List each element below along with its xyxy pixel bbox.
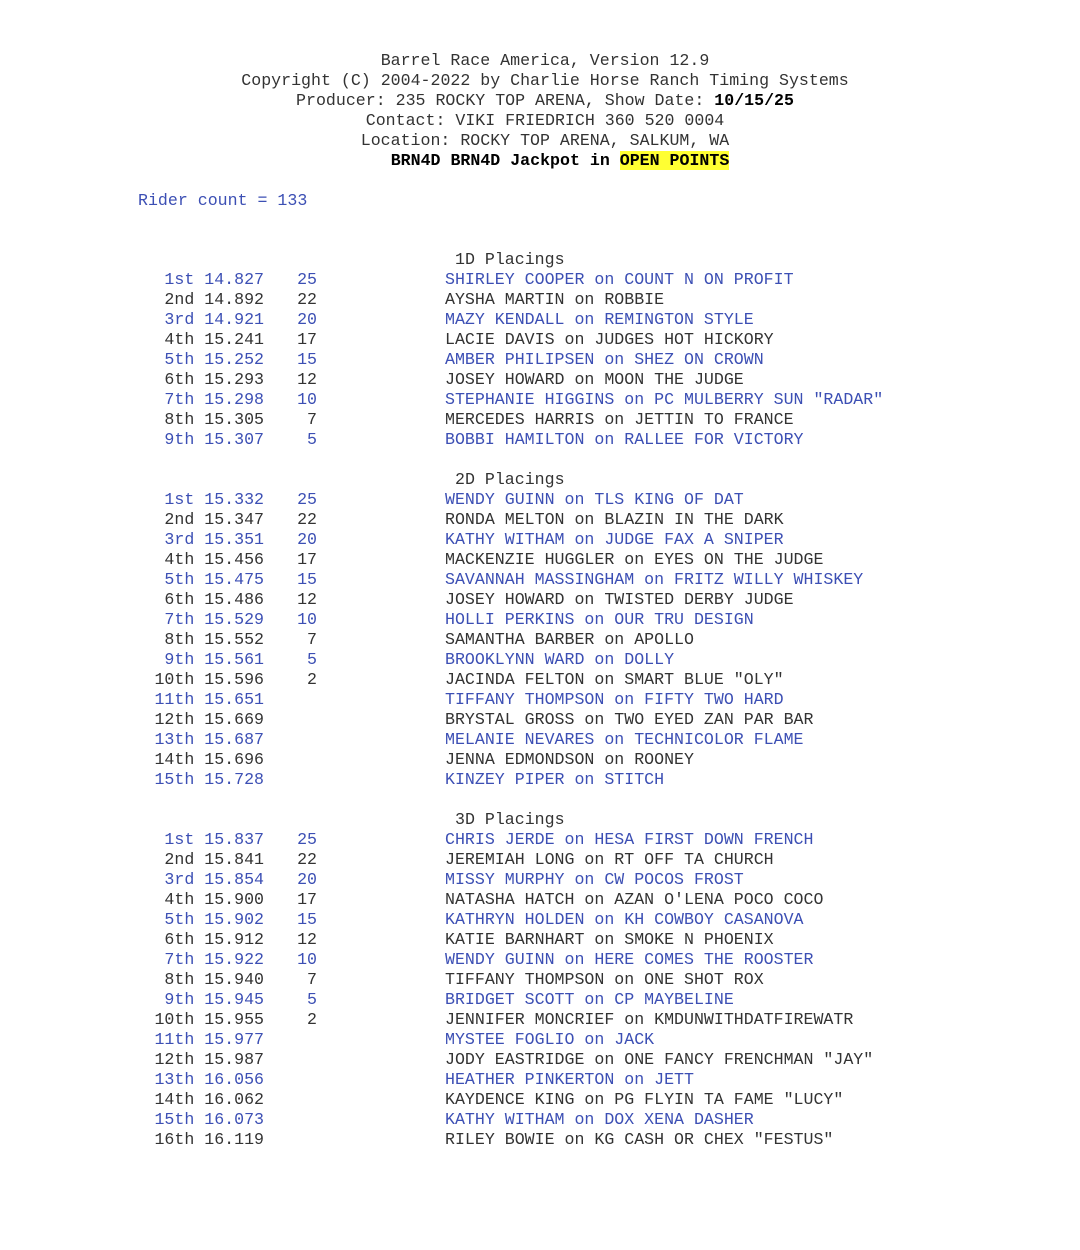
- rider-horse: NATASHA HATCH on AZAN O'LENA POCO COCO: [445, 890, 824, 909]
- placing-row[interactable]: [0, 910, 1080, 930]
- place-time: 9th 15.307: [164, 430, 264, 449]
- placing-row: [0, 930, 1080, 950]
- place-time: 10th 15.955: [154, 1010, 264, 1029]
- place-time: 2nd 15.347: [164, 510, 264, 529]
- rider-horse: JODY EASTRIDGE on ONE FANCY FRENCHMAN "JAY": [445, 1050, 874, 1069]
- rider-horse: KINZEY PIPER on STITCH: [445, 770, 665, 789]
- placing-row: [0, 290, 1080, 310]
- placing-row[interactable]: [0, 270, 1080, 290]
- points: 5: [307, 430, 317, 449]
- rider-horse: KATHY WITHAM on JUDGE FAX A SNIPER: [445, 530, 784, 549]
- points: 25: [297, 490, 317, 509]
- points: 22: [297, 290, 317, 309]
- place-time: 3rd 15.351: [164, 530, 264, 549]
- placing-row: [0, 410, 1080, 430]
- show-date: 10/15/25: [714, 91, 794, 110]
- placing-row: [0, 1090, 1080, 1110]
- rider-horse: HOLLI PERKINS on OUR TRU DESIGN: [445, 610, 754, 629]
- copyright-line: Copyright (C) 2004-2022 by Charlie Horse Ranch Timing Systems: [241, 71, 849, 90]
- place-time: 8th 15.305: [164, 410, 264, 429]
- rider-horse: MACKENZIE HUGGLER on EYES ON THE JUDGE: [445, 550, 824, 569]
- place-time: 1st 15.332: [164, 490, 264, 509]
- rider-horse: BRYSTAL GROSS on TWO EYED ZAN PAR BAR: [445, 710, 814, 729]
- placing-row[interactable]: [0, 530, 1080, 550]
- points: 10: [297, 610, 317, 629]
- points: 17: [297, 550, 317, 569]
- place-time: 6th 15.293: [164, 370, 264, 389]
- placing-row: [0, 510, 1080, 530]
- points: 7: [307, 410, 317, 429]
- place-time: 1st 14.827: [164, 270, 264, 289]
- rider-horse: WENDY GUINN on TLS KING OF DAT: [445, 490, 744, 509]
- points: 5: [307, 990, 317, 1009]
- rider-horse: AMBER PHILIPSEN on SHEZ ON CROWN: [445, 350, 764, 369]
- placing-row: [0, 550, 1080, 570]
- rider-horse: LACIE DAVIS on JUDGES HOT HICKORY: [445, 330, 774, 349]
- place-time: 5th 15.902: [164, 910, 264, 929]
- points: 20: [297, 870, 317, 889]
- place-time: 15th 16.073: [154, 1110, 264, 1129]
- rider-horse: AYSHA MARTIN on ROBBIE: [445, 290, 665, 309]
- placing-row[interactable]: [0, 690, 1080, 710]
- producer-text: Producer: 235 ROCKY TOP ARENA, Show Date:: [296, 91, 715, 110]
- placing-row: [0, 670, 1080, 690]
- place-time: 6th 15.486: [164, 590, 264, 609]
- rider-horse: RILEY BOWIE on KG CASH OR CHEX "FESTUS": [445, 1130, 834, 1149]
- points: 17: [297, 890, 317, 909]
- event-title-text: BRN4D BRN4D Jackpot in: [390, 151, 620, 170]
- place-time: 2nd 14.892: [164, 290, 264, 309]
- place-time: 14th 15.696: [154, 750, 264, 769]
- place-time: 2nd 15.841: [164, 850, 264, 869]
- placing-row: [0, 370, 1080, 390]
- points: 2: [307, 670, 317, 689]
- points: 22: [297, 510, 317, 529]
- rider-horse: TIFFANY THOMPSON on ONE SHOT ROX: [445, 970, 764, 989]
- placing-row: [0, 630, 1080, 650]
- place-time: 7th 15.529: [164, 610, 264, 629]
- rider-horse: SAMANTHA BARBER on APOLLO: [445, 630, 694, 649]
- rider-horse: JENNIFER MONCRIEF on KMDUNWITHDATFIREWATR: [445, 1010, 854, 1029]
- points: 7: [307, 970, 317, 989]
- points: 15: [297, 910, 317, 929]
- section-title: 3D Placings: [455, 810, 565, 829]
- place-time: 13th 16.056: [154, 1070, 264, 1089]
- points: 2: [307, 1010, 317, 1029]
- rider-horse: KATIE BARNHART on SMOKE N PHOENIX: [445, 930, 774, 949]
- placing-row[interactable]: [0, 770, 1080, 790]
- place-time: 7th 15.922: [164, 950, 264, 969]
- points: 5: [307, 650, 317, 669]
- placing-row: [0, 750, 1080, 770]
- rider-horse: BOBBI HAMILTON on RALLEE FOR VICTORY: [445, 430, 804, 449]
- rider-horse: MERCEDES HARRIS on JETTIN TO FRANCE: [445, 410, 794, 429]
- rider-horse: JACINDA FELTON on SMART BLUE "OLY": [445, 670, 784, 689]
- rider-horse: RONDA MELTON on BLAZIN IN THE DARK: [445, 510, 784, 529]
- rider-horse: BROOKLYNN WARD on DOLLY: [445, 650, 675, 669]
- rider-horse: SAVANNAH MASSINGHAM on FRITZ WILLY WHISKEY: [445, 570, 864, 589]
- placing-row[interactable]: [0, 350, 1080, 370]
- points: 17: [297, 330, 317, 349]
- place-time: 6th 15.912: [164, 930, 264, 949]
- rider-horse: MAZY KENDALL on REMINGTON STYLE: [445, 310, 754, 329]
- producer-line: [0, 91, 1080, 111]
- placing-row[interactable]: [0, 310, 1080, 330]
- place-time: 12th 15.987: [154, 1050, 264, 1069]
- rider-horse: JOSEY HOWARD on MOON THE JUDGE: [445, 370, 744, 389]
- place-time: 9th 15.561: [164, 650, 264, 669]
- placing-row: [0, 1130, 1080, 1150]
- place-time: 3rd 15.854: [164, 870, 264, 889]
- rider-horse: STEPHANIE HIGGINS on PC MULBERRY SUN "RADAR": [445, 390, 884, 409]
- placing-row: [0, 1010, 1080, 1030]
- place-time: 1st 15.837: [164, 830, 264, 849]
- place-time: 4th 15.241: [164, 330, 264, 349]
- place-time: 5th 15.252: [164, 350, 264, 369]
- place-time: 8th 15.552: [164, 630, 264, 649]
- rider-horse: KATHRYN HOLDEN on KH COWBOY CASANOVA: [445, 910, 804, 929]
- rider-horse: MELANIE NEVARES on TECHNICOLOR FLAME: [445, 730, 804, 749]
- placing-row[interactable]: [0, 1070, 1080, 1090]
- placing-row[interactable]: [0, 990, 1080, 1010]
- contact-line: Contact: VIKI FRIEDRICH 360 520 0004: [365, 111, 725, 130]
- rider-horse: MISSY MURPHY on CW POCOS FROST: [445, 870, 744, 889]
- rider-horse: CHRIS JERDE on HESA FIRST DOWN FRENCH: [445, 830, 814, 849]
- points: 22: [297, 850, 317, 869]
- rider-horse: WENDY GUINN on HERE COMES THE ROOSTER: [445, 950, 814, 969]
- placing-row: [0, 890, 1080, 910]
- rider-horse: JOSEY HOWARD on TWISTED DERBY JUDGE: [445, 590, 794, 609]
- points: 25: [297, 830, 317, 849]
- place-time: 7th 15.298: [164, 390, 264, 409]
- placing-row[interactable]: [0, 390, 1080, 410]
- points: 25: [297, 270, 317, 289]
- rider-horse: BRIDGET SCOTT on CP MAYBELINE: [445, 990, 734, 1009]
- section-title: 1D Placings: [455, 250, 565, 269]
- placing-row[interactable]: [0, 610, 1080, 630]
- location-line: Location: ROCKY TOP ARENA, SALKUM, WA: [360, 131, 730, 150]
- points: 7: [307, 630, 317, 649]
- place-time: 4th 15.900: [164, 890, 264, 909]
- place-time: 10th 15.596: [154, 670, 264, 689]
- points: 20: [297, 310, 317, 329]
- rider-horse: HEATHER PINKERTON on JETT: [445, 1070, 694, 1089]
- place-time: 11th 15.651: [154, 690, 264, 709]
- rider-count[interactable]: Rider count = 133: [138, 191, 308, 210]
- placing-row[interactable]: [0, 650, 1080, 670]
- placing-row: [0, 970, 1080, 990]
- rider-horse: MYSTEE FOGLIO on JACK: [445, 1030, 655, 1049]
- rider-horse: KATHY WITHAM on DOX XENA DASHER: [445, 1110, 754, 1129]
- place-time: 12th 15.669: [154, 710, 264, 729]
- place-time: 13th 15.687: [154, 730, 264, 749]
- section-title: 2D Placings: [455, 470, 565, 489]
- points: 10: [297, 390, 317, 409]
- rider-horse: SHIRLEY COOPER on COUNT N ON PROFIT: [445, 270, 794, 289]
- software-title: Barrel Race America, Version 12.9: [380, 51, 710, 70]
- rider-horse: JENNA EDMONDSON on ROONEY: [445, 750, 694, 769]
- rider-horse: JEREMIAH LONG on RT OFF TA CHURCH: [445, 850, 774, 869]
- placing-row[interactable]: [0, 1030, 1080, 1050]
- placing-row: [0, 1050, 1080, 1070]
- placing-row[interactable]: [0, 950, 1080, 970]
- place-time: 16th 16.119: [154, 1130, 264, 1149]
- points: 10: [297, 950, 317, 969]
- points: 12: [297, 930, 317, 949]
- placing-row[interactable]: [0, 570, 1080, 590]
- placing-row[interactable]: [0, 1110, 1080, 1130]
- placing-row[interactable]: [0, 490, 1080, 510]
- rider-horse: TIFFANY THOMPSON on FIFTY TWO HARD: [445, 690, 784, 709]
- place-time: 15th 15.728: [154, 770, 264, 789]
- points: 15: [297, 570, 317, 589]
- rider-horse: KAYDENCE KING on PG FLYIN TA FAME "LUCY": [445, 1090, 844, 1109]
- points: 20: [297, 530, 317, 549]
- placing-row: [0, 850, 1080, 870]
- placing-row[interactable]: [0, 830, 1080, 850]
- placing-row: [0, 710, 1080, 730]
- event-title: [40, 151, 1080, 171]
- placing-row: [0, 590, 1080, 610]
- points: 15: [297, 350, 317, 369]
- place-time: 3rd 14.921: [164, 310, 264, 329]
- placing-row: [0, 330, 1080, 350]
- place-time: 4th 15.456: [164, 550, 264, 569]
- place-time: 8th 15.940: [164, 970, 264, 989]
- place-time: 11th 15.977: [154, 1030, 264, 1049]
- points: 12: [297, 370, 317, 389]
- placing-row[interactable]: [0, 730, 1080, 750]
- placing-row[interactable]: [0, 430, 1080, 450]
- placing-row[interactable]: [0, 870, 1080, 890]
- event-highlight: OPEN POINTS: [619, 151, 730, 170]
- place-time: 5th 15.475: [164, 570, 264, 589]
- points: 12: [297, 590, 317, 609]
- place-time: 14th 16.062: [154, 1090, 264, 1109]
- place-time: 9th 15.945: [164, 990, 264, 1009]
